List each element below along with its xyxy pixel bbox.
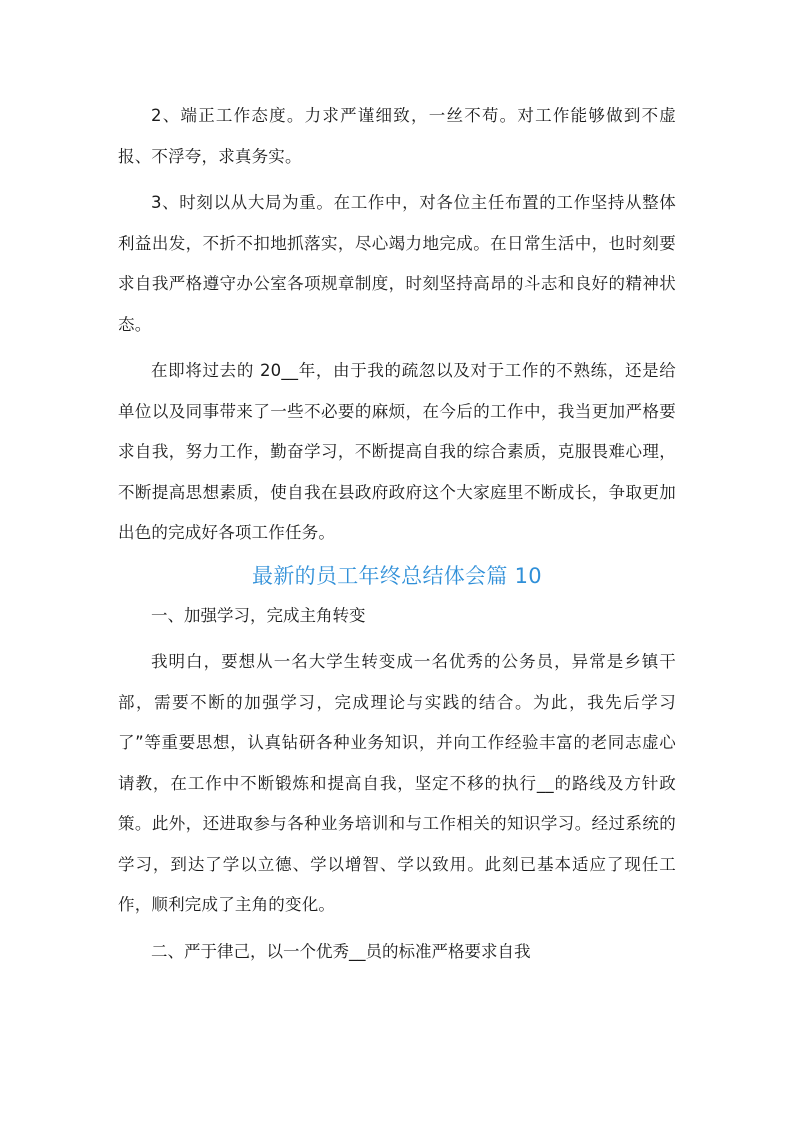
subheading-self-discipline: 二、严于律己，以一个优秀__员的标准严格要求自我 [151, 941, 531, 961]
subheading-study: 一、加强学习，完成主角转变 [151, 605, 366, 625]
paragraph-overall-situation: 3、时刻以从大局为重。在工作中，对各位主任布置的工作坚持从整体利益出发，不折不扣地抓落实，尽心竭力地完成。在日常生活中，也时刻要求自我严格遵守办公室各项规章制度，时刻坚持高昂的斗志和良好的精神状态。 [118, 193, 676, 334]
paragraph-study: 我明白，要想从一名大学生转变成一名优秀的公务员，异常是乡镇干部，需要不断的加强学习，完成理论与实践的结合。为此，我先后学习了”等重要思想，认真钻研各种业务知识，并向工作经验丰富的老同志虚心请教，在工作中不断锻炼和提高自我，坚定不移的执行__的路线及方针政策。此外，还进取参与各种业务培训和与工作相关的知识学习。经过系统的学习，到达了学以立德、学以增智、学以致用。此刻已基本适应了现任工作，顺利完成了主角的变化。 [118, 652, 676, 914]
paragraph-year-review: 在即将过去的 20__年，由于我的疏忽以及对于工作的不熟练，还是给单位以及同事带来了一些不必要的麻烦，在今后的工作中，我当更加严格要求自我，努力工作，勤奋学习，不断提高自我的综合素质，克服畏难心理，不断提高思想素质，使自我在县政府政府这个大家庭里不断成长，争取更加出色的完成好各项工作任务。 [118, 361, 676, 542]
paragraph-attitude: 2、端正工作态度。力求严谨细致，一丝不苟。对工作能够做到不虚报、不浮夸，求真务实。 [118, 106, 676, 166]
section-title: 最新的员工年终总结体会篇 10 [252, 563, 542, 588]
